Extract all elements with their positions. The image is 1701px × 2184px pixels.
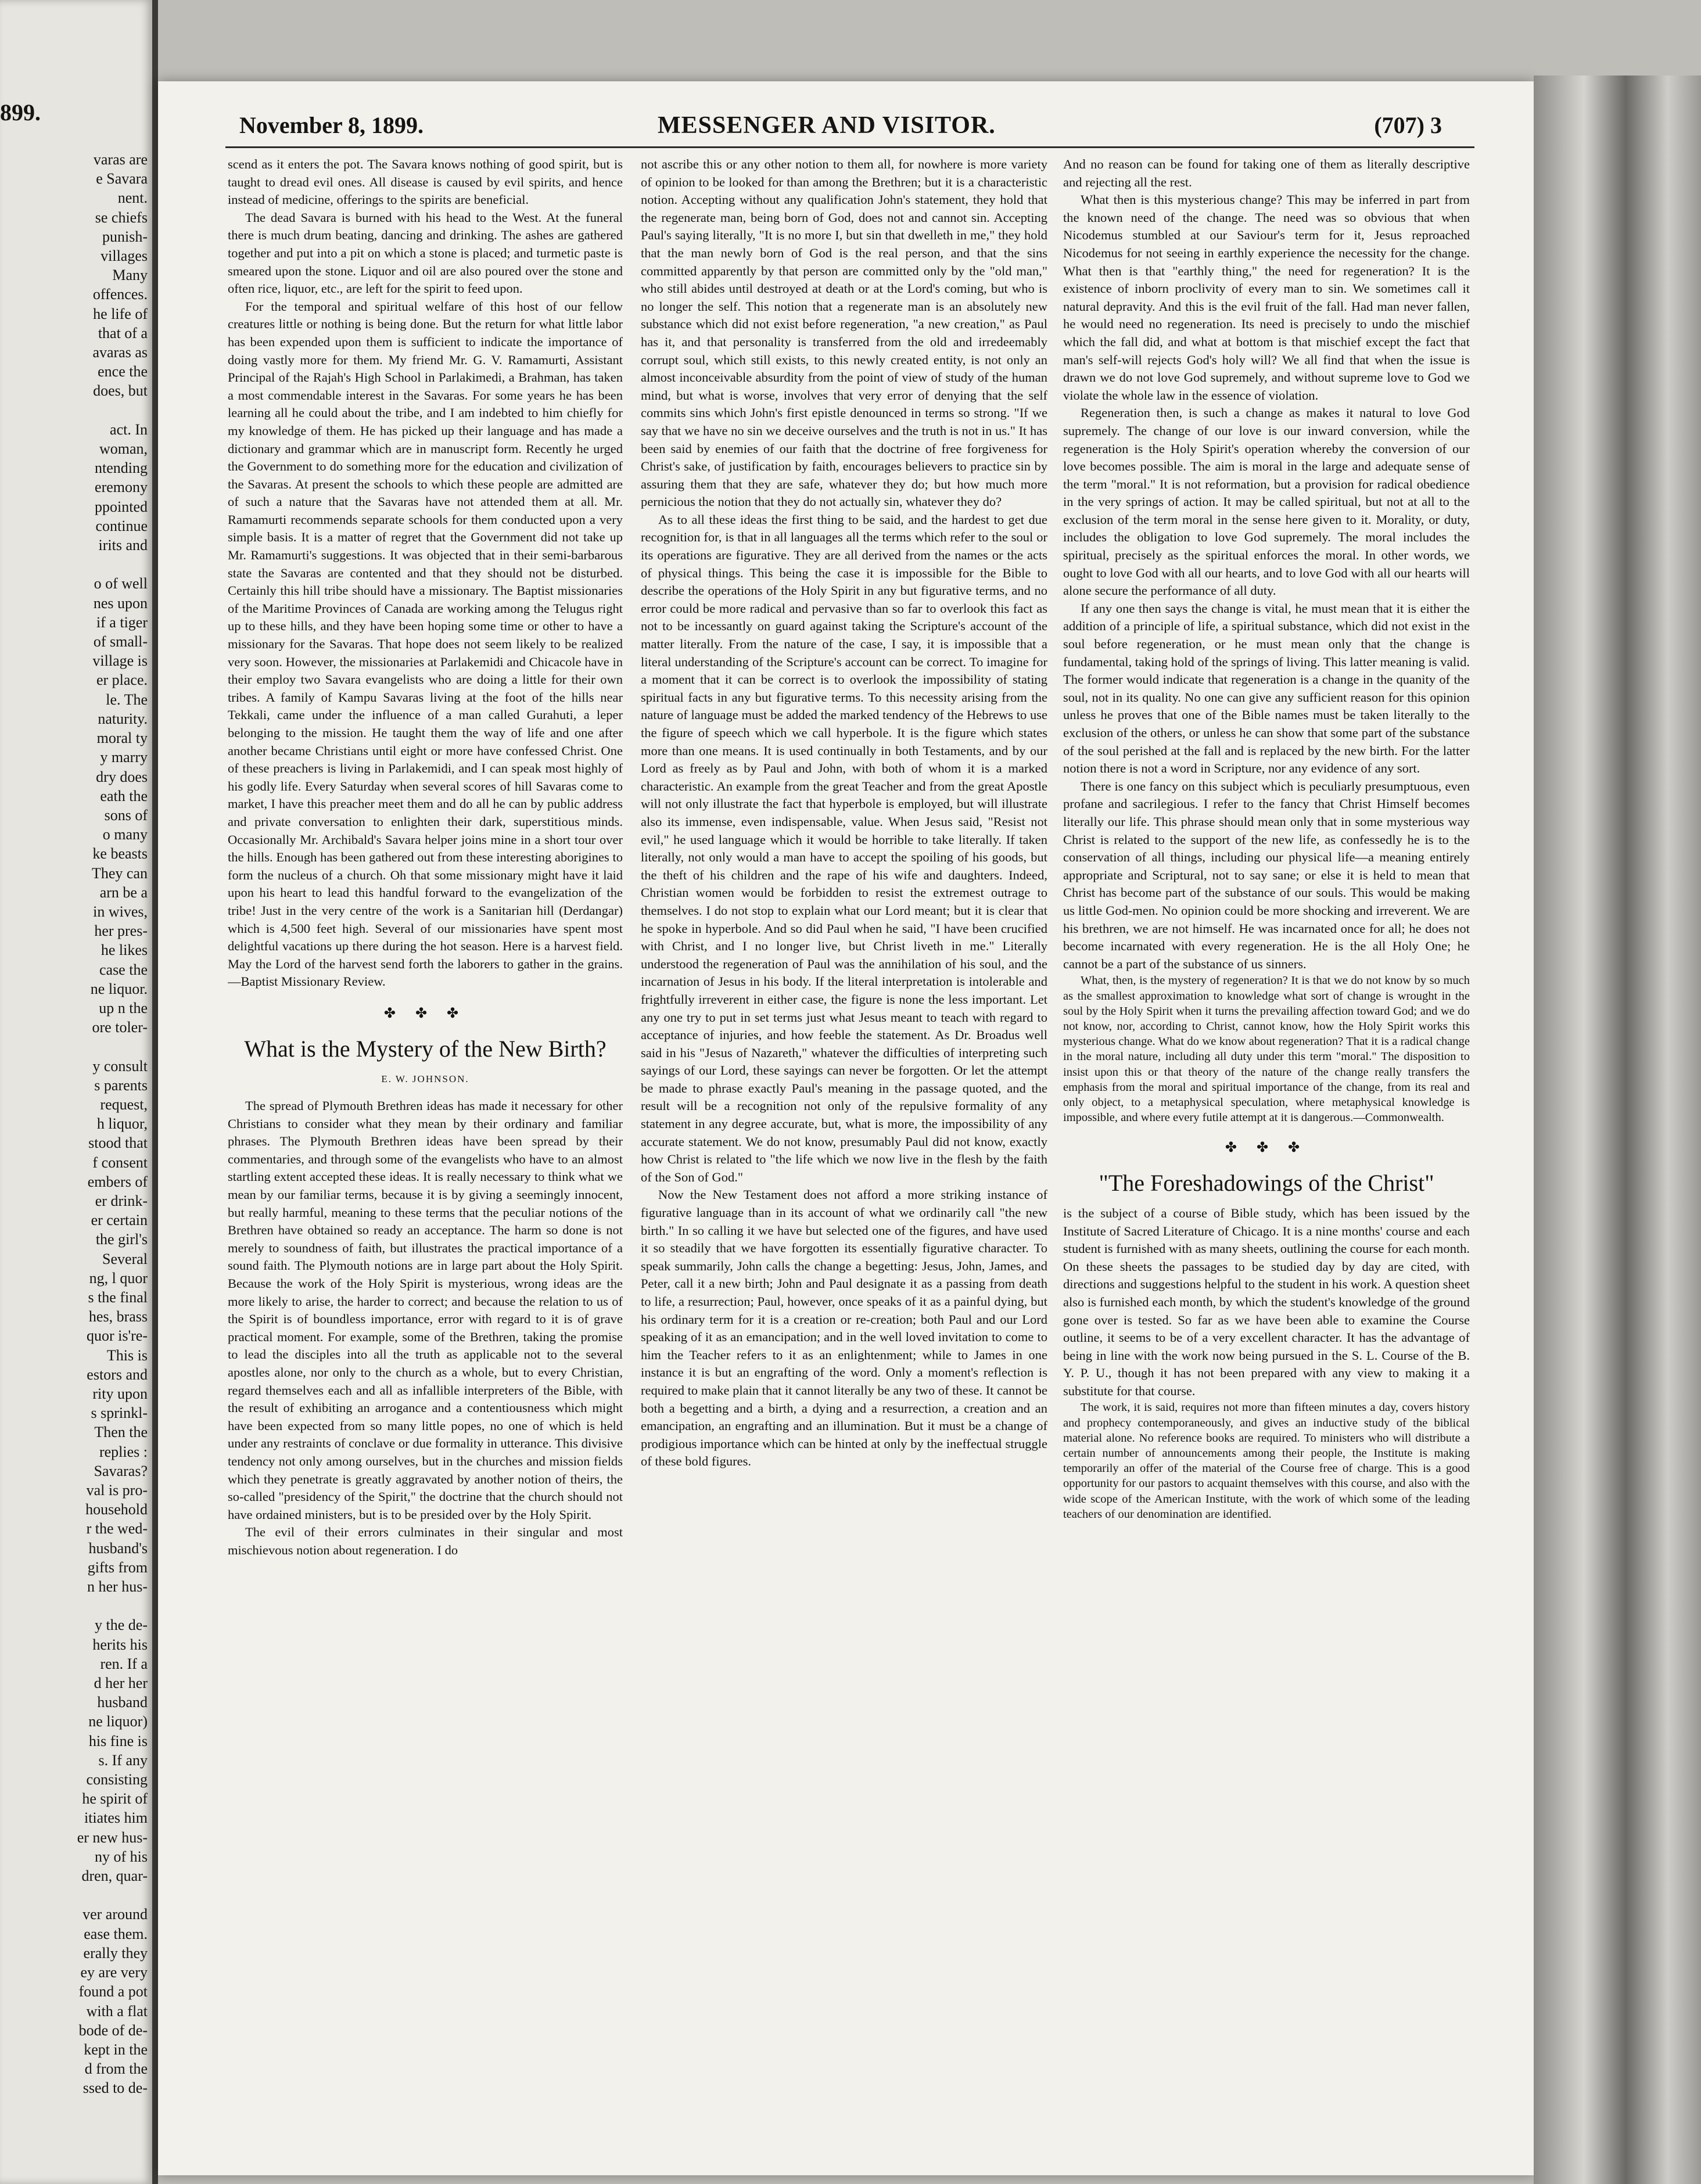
facing-page-line: ver around xyxy=(82,1906,148,1923)
facing-page-line: moral ty xyxy=(96,730,148,747)
facing-page-line: Many xyxy=(112,267,148,284)
facing-page-line: This is xyxy=(106,1346,148,1364)
paragraph: The work, it is said, requires not more than fifteen minutes a day, covers history and prophecy contemporaneously, and gives an inductive study of the biblical material alone. No reference books are required. To ministers who will distribute a certain number of announcements among their people, the Institute is making temporarily an offer of the material of the Course free of charge. This is a good opportunity for our pastors to acquaint themselves with this course, and also with the wide scope of the American Institute, with the work of which some of the leading teachers of our denomination are identified. xyxy=(1063,1401,1470,1521)
facing-page-line: y marry xyxy=(100,749,148,766)
paragraph: Regeneration then, is such a change as makes it natural to love God supremely. The change of our love is our inward conversion, while the regeneration is the Holy Spirit's operation whereby the conversion of our love becomes possible. The aim is moral in the large and adequate sense of the term "moral." It is not reformation, but a provision for radical obedience in the very springs of action. It may be called spiritual, but not at all to the exclusion of the term moral in the sense here given to it. Morality, or duty, includes the obligation to love God supremely. The moral includes the spiritual, precisely as the spiritual enforces the moral. In other words, we ought to love God with all our hearts, and to love God with all our hearts will alone secure the performance of all duty. xyxy=(1063,405,1470,598)
facing-page-line: ore toler- xyxy=(92,1019,148,1036)
facing-page-line: varas are xyxy=(93,151,148,168)
article-title: What is the Mystery of the New Birth? xyxy=(244,1035,607,1062)
facing-page-line: ease them. xyxy=(84,1925,148,1942)
facing-page-line: ppointed xyxy=(95,498,148,515)
facing-page-line: nent. xyxy=(117,189,148,207)
facing-page-line: quor is're- xyxy=(86,1327,148,1345)
facing-page-line: Then the xyxy=(94,1424,148,1441)
paragraph: scend as it enters the pot. The Savara knows nothing of good spirit, but is taught to dread evil ones. All disease is caused by evil spirits, and hence instead of medicine, offerings to the spirits are beneficial. xyxy=(228,157,623,207)
facing-page-line: er drink- xyxy=(95,1192,148,1209)
facing-page-line: f consent xyxy=(92,1154,148,1171)
facing-page-line: o many xyxy=(102,826,148,843)
issue-date: November 8, 1899. xyxy=(239,112,424,138)
facing-page-line: ey are very xyxy=(80,1964,148,1981)
facing-page-line: naturity. xyxy=(98,710,148,727)
column-1 xyxy=(228,156,623,2067)
facing-page-line xyxy=(2,1037,148,1056)
facing-page-line: eath the xyxy=(100,787,148,804)
facing-page-line xyxy=(2,1885,148,1905)
paragraph: The spread of Plymouth Brethren ideas has made it necessary for other Christians to consider what they mean by their ordinary and familiar phrases. The Plymouth Brethren ideas have been spread by their commentaries, and through some of the evangelists who have to an almost startling extent accepted these ideas. It is really necessary to think what we mean by our familiar terms, because it is by giving a seemingly innocent, but really harmful, meaning to these terms that the peculiar notions of the Brethren have obtained so ready an acceptance. The harm so done is not merely to soundness of faith, but illustrates the practical importance of a sound faith. The Plymouth notions are in large part about the Holy Spirit. Because the work of the Holy Spirit is mysterious, wrong ideas are the more likely to arise, the harder to correct; and because the relation to us of the Spirit is of boundless importance, error with regard to it is of grave practical moment. For example, some of the Brethren, taking the promise to lead the disciples into all the truth as applicable not to the several apostles alone, nor only to the church as a whole, but to every Christian, regard themselves each and all as infallible interpreters of the Bible, with the result of exhibiting an arrogance and a contentiousness which might have been expected from so many little popes, no one of which is held under any restraints of conclave or due formality in utterance. This divisive tendency not only among ourselves, but in the churches and mission fields which they penetrate is greatly aggravated by another notion of theirs, the so-called "presidency of the Spirit," the doctrine that the church should not have ordained ministers, but is to be presided over by the Holy Spirit. xyxy=(228,1098,623,1522)
facing-page-line: e Savara xyxy=(96,170,148,188)
paragraph: is the subject of a course of Bible study, which has been issued by the Institute of Sacred Literature of Chicago. It is a nine months' course and each student is furnished with as many sheets, outlining the course for each month. On these sheets the passages to be studied day by day are cited, with directions and suggestions helpful to the student in his work. A question sheet also is furnished each month, by which the student's knowledge of the ground gone over is tested. So far as we have been able to examine the Course outline, it seems to be of a very excellent character. It has the advantage of being in line with the work now being pursued in the S. L. Course of the B. Y. P. U., though it has not been prepared with any view to making it a substitute for that course. xyxy=(1063,1205,1470,1398)
facing-page-line: continue xyxy=(95,517,148,534)
facing-page-line: s the final xyxy=(88,1288,148,1306)
facing-page-line: case the xyxy=(99,961,148,978)
facing-page-line: sons of xyxy=(104,806,148,824)
facing-page-year: 899. xyxy=(0,99,41,125)
facing-page-line: if a tiger xyxy=(96,613,148,631)
book-gutter xyxy=(152,0,158,2184)
facing-page-line: r the wed- xyxy=(86,1520,148,1538)
facing-page-line: consisting xyxy=(86,1771,148,1788)
facing-page-line: n her hus- xyxy=(87,1578,148,1596)
facing-page-line: ke beasts xyxy=(92,845,148,863)
facing-page-line: does, but xyxy=(93,382,148,400)
newspaper-title: MESSENGER AND VISITOR. xyxy=(658,112,996,139)
header-rule xyxy=(225,146,1474,148)
facing-page-line: ntending xyxy=(95,459,148,477)
paragraph: As to all these ideas the first thing to be said, and the hardest to get due recognition for, is that in all languages all the terms which refer to the soul or its operations are figurative. They are all derived from the names or the acts of physical things. This being the case it is impossible for the Bible to describe the operations of the Holy Spirit in any but figurative terms, and no error could be more radical and pervasive than so far to overlook this fact as not to be incessantly on guard against taking the Scripture's account of the matter literally. From the nature of the case, I say, it is impossible that a literal understanding of the Scripture's account can be correct. To imagine for a moment that it can be correct is to overlook the impossibility of stating spiritual facts in any but figurative terms. To this necessity arising from the nature of language must be added the marked tendency of the Hebrews to use the figure of speech which we call hyperbole. It is the figure which states more than one means. It is used continually in both Testaments, and by our Lord as freely as by Paul and John, with both of whom it is a marked characteristic. An example from the great Teacher and from the great Apostle will not only illustrate the fact that hyperbole is employed, but will illustrate also its immense, even indispensable, value. When Jesus said, "Resist not evil," he used language which it would be horrible to take literally. If taken literally, not only would a man have to accept the spoiling of his goods, but the theft of his children and the rape of his wife and daughters. Indeed, Christian women would be forbidden to resist the extremest outrage to themselves. I do not stop to explain what our Lord meant; but it is clear that he spoke in hyperbole. And so did Paul when he said, "I have been crucified with Christ, and I no longer live, but Christ liveth in me." Literally understood the regeneration of Paul was the annihilation of his soul, and the incarnation of Jesus in his body. If the literal interpretation is intolerable and frightfully irreverent in either case, the figure is none the less important. Let any one try to put in set terms just what Jesus meant to teach with regard to acceptance of injuries, and how feeble the statement. As Dr. Broadus well said in his "Jesus of Nazareth," whatever the difficulties of interpreting such sayings of our Lord, these sayings can never be forgotten. Or let the attempt be made to phrase exactly Paul's meaning in the passage quoted, and the result will be a recognition not only of the repulsive formality of any statement in any degree accurate, but, what is more, the impossibility of any accurate statement. We do not know, presumably Paul did not know, exactly how Christ is related to "the life which we now live in the flesh by the faith of the Son of God." xyxy=(641,512,1047,1184)
facing-page-line: d from the xyxy=(84,2060,148,2078)
facing-page-line: herits his xyxy=(92,1636,148,1653)
facing-page-line: erally they xyxy=(83,1944,148,1962)
facing-page-line: villages xyxy=(101,247,148,265)
facing-page-line: Savaras? xyxy=(94,1462,148,1479)
facing-page-line: replies : xyxy=(99,1443,148,1460)
facing-page-line: se chiefs xyxy=(95,209,148,226)
facing-page-line xyxy=(2,401,148,420)
facing-page-line: he spirit of xyxy=(82,1790,148,1808)
facing-page-fragment xyxy=(0,0,152,2184)
facing-page-line: act. In xyxy=(110,421,148,438)
facing-page-line: hes, brass xyxy=(88,1308,148,1326)
paragraph: For the temporal and spiritual welfare of this host of our fellow creatures little or nothing is being done. But the return for what little labor has been expended upon them is sufficient to indicate the importance of doing vastly more for them. My friend Mr. G. V. Ramamurti, Assistant Principal of the Rajah's High School in Parlakimedi, a Brahman, has taken a most commendable interest in the Savaras. For some years he has been learning all he could about the tribe, and I am indebted to him chiefly for my knowledge of them. He has picked up their language and has made a dictionary and grammar which are in manuscript form. Recently he urged the Government to do something more for the education and civilization of the Savaras. At present the schools to which these people are admitted are of such a nature that the Savaras have not attended them at all. Mr. Ramamurti recommends separate schools for them conducted upon a very simple basis. It is a matter of regret that the Government did not take up Mr. Ramamurti's suggestions. It was objected that in their semi-barbarous state the Savaras are contented and that they should not be disturbed. Certainly this hill tribe should have a missionary. The Baptist missionaries of the Maritime Provinces of Canada are working among the Telugus right up to these hills, and they have been hoping some time or other to have a missionary for the Savaras. That hope does not seem likely to be realized very soon. However, the missionaries at Parlakemidi and Chicacole have in their employ two Savara evangelists who are doing a little for their own tribes. A family of Kampu Savaras living at the foot of the hills near Tekkali, came under the influence of a man called Gurahuti, a leper belonging to the mission. He taught them the way of life and one after another became Christians until eight or more have confessed Christ. One of these preachers is living in Parlakemidi, and I can speak most highly of his godly life. Every Saturday when several scores of hill Savaras come to market, I have this preacher meet them and do all he can by public address and private conversation to enlighten their dark, superstitious minds. Occasionally Mr. Archibald's Savara helper joins mine in a short tour over the hills. Enough has been gathered out from these interesting aborigines to form the nucleus of a church. Oh that some missionary might have it laid upon his heart to lead this handful forward to the evangelization of the tribe! Just in the very centre of the work is a Sanitarian hill (Derdangar) which is 4,500 feet high. Several of our missionaries have spent most delightful vacations up there during the hot season. Here is a harvest field. May the Lord of the harvest send forth the laborers to gather in the grains.—Baptist Missionary Review. xyxy=(228,299,623,989)
paragraph: The evil of their errors culminates in their singular and most mischievous notion about regeneration. I do xyxy=(228,1525,623,1557)
paragraph: not ascribe this or any other notion to them all, for nowhere is more variety of opinion to be looked for than among the Brethren; but it is a characteristic notion. Accepting without any qualification John's statement, they hold that the regenerate man, being born of God, does not and cannot sin. Accepting Paul's saying literally, "It is no more I, but sin that dwelleth in me," they hold that the man newly born of God is the real person, and that the sins committed apparently by that person are committed only by the "old man," who still abides until destroyed at death or at the Lord's coming, but who is no longer the self. This notion that a regenerate man is an absolutely new substance which did not exist before regeneration, "a new creation," as Paul has it, and that personality is transferred from the old and irredeemably corrupt soul, which still exists, to this newly created entity, is not only an almost inconceivable absurdity from the point of view of study of the human mind, but what is worse, involves that very error of denying that the self commits sins which John's first epistle denounced in terms so strong. "If we say that we have no sin we deceive ourselves and the truth is not in us." It has been said by enemies of our faith that the doctrine of free forgiveness for Christ's sake, of justification by faith, encourages believers to practice sin by assuring them that they are safe, whatever they do; but how much more pernicious the notion that they do not actually sin, whatever they do? xyxy=(641,157,1047,509)
facing-page-line: husband xyxy=(97,1694,148,1711)
facing-page-line: of small- xyxy=(93,633,148,651)
paragraph: What then is this mysterious change? This may be inferred in part from the known need of the change. The need was so obvious that when Nicodemus stumbled at our Saviour's term for it, Jesus reproached Nicodemus for not seeing in earthly experience the necessity for the change. What then is that "earthly thing," the need for regeneration? It is the existence of inborn proclivity of every man to sin. We sometimes call it natural depravity. And this is the evil fruit of the fall. Had man never fallen, he would need no regeneration. Its need is precisely to undo the mischief which the fall did, and what at bottom is that mischief except the fact that man's self-will rejects God's holy will? We all find that when the issue is drawn we do not love God supremely, and without supreme love to God we violate the whole law in the essence of violation. xyxy=(1063,192,1470,403)
facing-page-line: h liquor, xyxy=(96,1115,148,1133)
facing-page-line: er certain xyxy=(91,1212,148,1229)
facing-page-line: embers of xyxy=(87,1173,148,1190)
paragraph: Now the New Testament does not afford a more striking instance of figurative language than in its account of what we ordinarily call "the new birth." In so calling it we have but selected one of the figures, and have used it so steadily that we have forgotten its essentially figurative character. To speak summarily, John calls the change a begetting: Jesus, John, James, and Peter, call it a new birth; John and Paul designate it as a passing from death to life, a resurrection; Paul, however, once speaks of it as a painful dying, but his ordinary term for it is a creation or re-creation; both Paul and our Lord speaking of it as an emancipation; and in the well loved invitation to come to him the Teacher refers to it as an enlightenment; while to James in one instance it is but an engrafting of the word. Only a moment's reflection is required to make plain that it cannot literally be any two of these. It cannot be both a begetting and a birth, a dying and a resurrection, a creation and an emancipation, an engrafting and an illumination. But it must be a change of prodigious importance which can be hinted at only by the ineffectual struggle of these bold figures. xyxy=(641,1187,1047,1469)
facing-page-line: y consult xyxy=(92,1057,148,1075)
facing-page-line: ren. If a xyxy=(100,1655,148,1672)
facing-page-line: nes upon xyxy=(93,594,148,612)
facing-page-line: ssed to de- xyxy=(82,2079,148,2097)
facing-page-line: kept in the xyxy=(84,2041,148,2058)
facing-page-line xyxy=(2,555,148,574)
facing-page-line: s parents xyxy=(94,1076,148,1094)
facing-page-line: ne liquor) xyxy=(88,1713,148,1730)
facing-page-line: stood that xyxy=(88,1134,148,1152)
paragraph: The dead Savara is burned with his head to the West. At the funeral there is much drum beating, dancing and drinking. The ashes are gathered together and put into a pit on which a stone is placed; and turmetic paste is smeared upon the stone. Liquor and oil are also poured over the stone and often rice, liquor, etc., are left for the spirit to feed upon. xyxy=(228,210,623,296)
facing-page-line: estors and xyxy=(87,1366,148,1383)
facing-page-line: bode of de- xyxy=(78,2021,148,2039)
facing-page-line: val is pro- xyxy=(86,1482,148,1499)
facing-page-line: household xyxy=(85,1501,148,1518)
facing-page-line: he likes xyxy=(101,942,148,959)
facing-page-line: ny of his xyxy=(95,1848,148,1865)
facing-page-line: the girl's xyxy=(95,1231,148,1248)
facing-page-line: rity upon xyxy=(92,1385,148,1402)
facing-page-line: er new hus- xyxy=(77,1829,148,1846)
section-ornament: ✤ ✤ ✤ xyxy=(1225,1140,1308,1156)
facing-page-line: gifts from xyxy=(87,1558,148,1576)
facing-page-line: her pres- xyxy=(94,922,148,940)
column-3 xyxy=(1063,156,1470,2067)
paragraph: What, then, is the mystery of regeneration? It is that we do not know by so much as the smallest approximation to knowledge what sort of change is wrought in the soul by the Holy Spirit when it turns the prevailing affection toward God; and we do not know, nor, according to Christ, cannot know, how the Holy Spirit works this mysterious change. What do we know about regeneration? That it is a radical change in the moral nature, including all duty under this term "moral." The disposition to insist upon this or that theory of the nature of the change really transfers the emphasis from the moral and spiritual importance of the change, from its real and only object, to a metaphysical speculation, where metaphysical knowledge is impossible, and where every futile attempt at it is dangerous.—Commonwealth. xyxy=(1063,974,1470,1125)
facing-page-line: avaras as xyxy=(92,344,148,361)
facing-page-line: o of well xyxy=(94,575,148,592)
facing-page-line: irits and xyxy=(98,537,148,554)
facing-page-line: Several xyxy=(102,1250,148,1267)
facing-page-line: They can xyxy=(91,864,148,882)
page-stack-edge xyxy=(1534,76,1701,2184)
page-header xyxy=(239,112,1442,144)
facing-page-line: punish- xyxy=(102,228,148,245)
facing-page-line: request, xyxy=(100,1095,148,1113)
facing-page-line: s sprinkl- xyxy=(91,1404,148,1422)
facing-page-line: ence the xyxy=(98,363,148,380)
paragraph: If any one then says the change is vital, he must mean that it is either the addition of a principle of life, a spiritual substance, which did not exist in the soul before regeneration, or he must mean only that the change is fundamental, taking hold of the springs of living. This latter meaning is valid. The former would indicate that regeneration is a change in the quanity of the soul, not in its quality. No one can give any sufficient reason for this opinion unless he proves that one of the Bible names must be taken literally to the exclusion of the others, or unless he can show that some part of the substance of the soul perished at the fall and is replaced by the new birth. For the latter notion there is not a word in Scripture, nor any evidence of any sort. xyxy=(1063,601,1470,776)
paragraph: There is one fancy on this subject which is peculiarly presumptuous, even profane and sacrilegious. I refer to the fancy that Christ Himself becomes literally our life. This phrase should mean only that in some mysterious way Christ is related to the support of the new life, as confessedly he is to the conservation of all things, including our physical life—a meaning entirely appropriate and Scriptural, not to say sane; or else it is held to mean that Christ has become part of the substance of our souls. This would be making us little God-men. No opinion could be more shocking and irreverent. We are his brethren, we are not himself. He was incarnated once for all; he does not become incarnated with every regeneration. He is the all Holy One; he cannot be a part of the substance of us sinners. xyxy=(1063,778,1470,971)
facing-page-line: itiates him xyxy=(84,1809,148,1827)
facing-page-line xyxy=(2,1596,148,1615)
paragraph: And no reason can be found for taking one of them as literally descriptive and rejecting all the rest. xyxy=(1063,157,1470,189)
facing-page-line: ne liquor. xyxy=(90,980,148,997)
facing-page-line: he life of xyxy=(93,305,148,322)
facing-page-line: le. The xyxy=(106,691,148,708)
facing-page-line: eremony xyxy=(95,479,148,496)
facing-page-line: up n the xyxy=(99,999,148,1016)
facing-page-line: y the de- xyxy=(95,1617,148,1634)
article-title: "The Foreshadowings of the Christ" xyxy=(1099,1169,1434,1196)
facing-page-line: arn be a xyxy=(99,883,148,901)
facing-page-text xyxy=(2,150,148,2098)
column-2 xyxy=(641,156,1047,2067)
facing-page-line: offences. xyxy=(92,286,148,303)
article-byline: E. W. JOHNSON. xyxy=(381,1073,469,1084)
facing-page-line: his fine is xyxy=(88,1732,148,1750)
facing-page-line: er place. xyxy=(96,671,148,689)
facing-page-line: found a pot xyxy=(78,1983,148,2000)
facing-page-line: husband's xyxy=(88,1539,148,1557)
facing-page-line: woman, xyxy=(99,440,148,458)
page-number: (707) 3 xyxy=(1374,112,1442,138)
facing-page-line: d her her xyxy=(94,1675,148,1692)
section-ornament: ✤ ✤ ✤ xyxy=(383,1005,467,1021)
facing-page-line: with a flat xyxy=(86,2002,148,2020)
facing-page-line: dren, quar- xyxy=(81,1867,148,1885)
facing-page-line: that of a xyxy=(98,324,148,342)
facing-page-line: dry does xyxy=(96,768,148,785)
facing-page-line: in wives, xyxy=(93,903,148,920)
facing-page-line: ng, l quor xyxy=(89,1269,148,1287)
facing-page-line: village is xyxy=(92,652,148,670)
facing-page-line: s. If any xyxy=(98,1751,148,1769)
